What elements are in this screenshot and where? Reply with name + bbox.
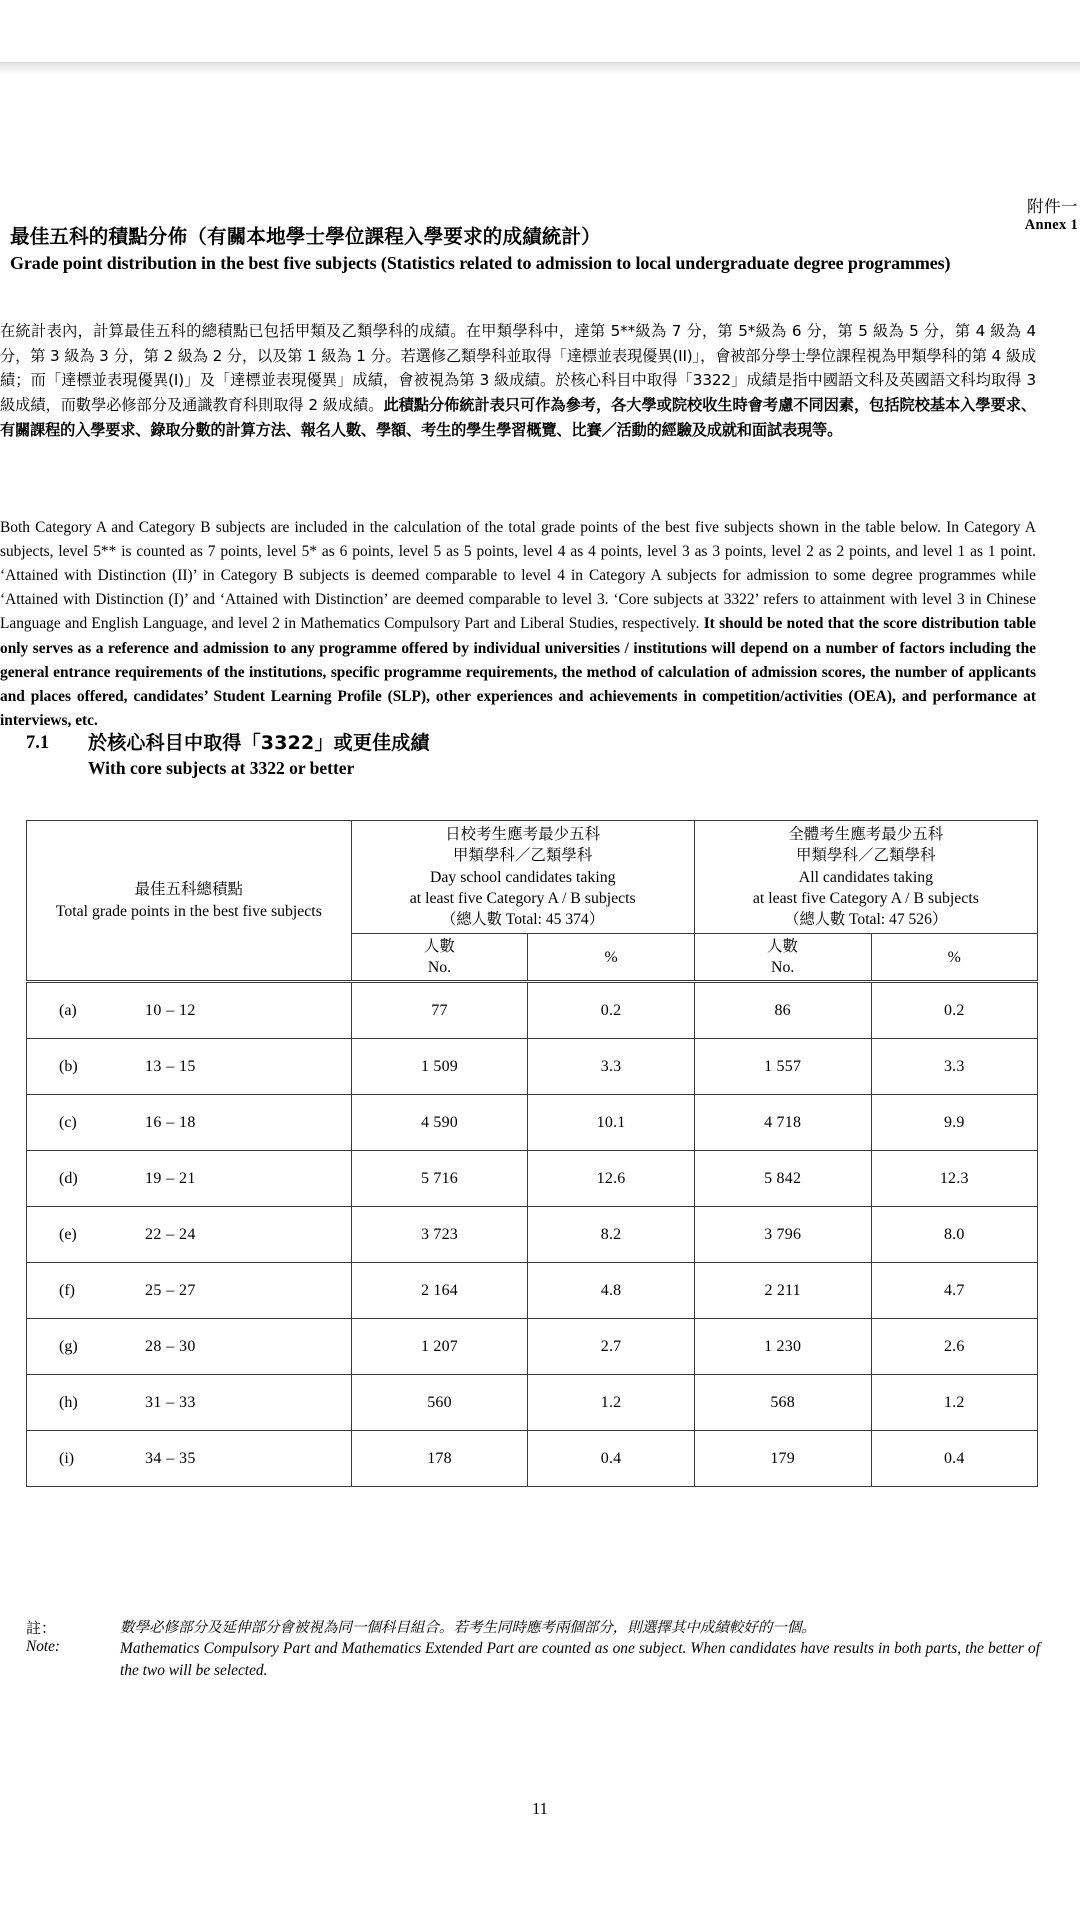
paragraph-chinese-bold: 此積點分佈統計表只可作為參考，各大學或院校收生時會考慮不同因素，包括院校基本入學要求、有關課程的入學要求、錄取分數的計算方法、報名人數、學額、考生的學生學習概覽、比賽／活動的經驗及成就和面試表現等。 <box>0 395 1036 439</box>
header-all-pct <box>871 934 1037 982</box>
section-title-en: Grade point distribution in the best five subjects (Statistics related to admission to local undergraduate degree programmes) <box>10 253 951 274</box>
header-total-grade-points-zh: 最佳五科總積點 <box>134 880 244 899</box>
note-line-en <box>26 1638 1040 1683</box>
viewer-top-strip <box>0 0 1080 62</box>
row-grade-range: 25 – 27 <box>145 1281 196 1299</box>
header-day-total-zh: （總人數 <box>441 909 502 928</box>
header-all-total-en: Total: 47 526） <box>848 910 948 928</box>
header-group-all-candidates <box>694 821 1037 934</box>
header-group-day-school-en2: at least five Category A / B subjects <box>409 889 636 907</box>
paragraph-english-bold: It should be noted that the score distribution table only serves as a reference and admission to any programme offered by individual universities / institutions will depend on a number of factors including the general entrance requirements of the institutions, specific programme requirements, the method of calculation of admission scores, the number of applicants and places offered, candidates’ Student Learning Profile (SLP), other experiences and achievements in competition/activities (OEA), and performance at interviews, etc. <box>0 615 1036 729</box>
row-label-cell <box>27 1431 352 1487</box>
row-label-cell <box>27 1319 352 1375</box>
row-index: (d) <box>59 1169 78 1187</box>
row-all-no: 568 <box>694 1375 871 1431</box>
table-row <box>27 1319 1038 1375</box>
annex-label-zh: 附件一 <box>1027 197 1078 216</box>
row-all-no: 179 <box>694 1431 871 1487</box>
header-group-day-school-zh1: 日校考生應考最少五科 <box>445 825 601 844</box>
header-day-pct <box>528 934 694 982</box>
row-day-no: 560 <box>351 1375 528 1431</box>
row-index: (b) <box>59 1057 78 1075</box>
row-all-pct: 2.6 <box>871 1319 1037 1375</box>
header-all-no <box>694 934 871 982</box>
table-row <box>27 1263 1038 1319</box>
paragraph-english-normal: Both Category A and Category B subjects are included in the calculation of the total grade points of the best five subjects shown in the table below. In Category A subjects, level 5** is counted as 7 points, level 5* as 6 points, level 5 as 5 points, level 4 as 4 points, level 3 as 3 points, level 2 as 2 points, and level 1 as 1 point. ‘Attained with Distinction (II)’ in Category B subjects is deemed comparable to level 4 in Category A subjects for admission to some degree programmes while ‘Attained with Distinction (I)’ and ‘Attained with Distinction’ are deemed comparable to level 3. ‘Core subjects at 3322’ refers to attainment with level 3 in Chinese Language and English Language, and level 2 in Mathematics Compulsory Part and Liberal Studies, respectively. <box>0 519 1036 633</box>
note-line-zh <box>26 1617 1040 1638</box>
header-all-total <box>695 909 1037 930</box>
row-grade-range: 28 – 30 <box>145 1337 196 1355</box>
row-day-no: 178 <box>351 1431 528 1487</box>
row-all-pct: 9.9 <box>871 1095 1037 1151</box>
table-row <box>27 1039 1038 1095</box>
row-index: (e) <box>59 1225 77 1243</box>
row-day-pct: 10.1 <box>528 1095 694 1151</box>
header-day-no-en: No. <box>427 959 452 977</box>
row-label-cell <box>27 1151 352 1207</box>
row-all-pct: 12.3 <box>871 1151 1037 1207</box>
paragraph-chinese <box>0 319 1036 442</box>
paragraph-chinese-normal: 在統計表內，計算最佳五科的總積點已包括甲類及乙類學科的成績。在甲類學科中，達第 5**級為 7 分，第 5*級為 6 分，第 5 級為 5 分，第 4 級為 4 分，第 3 級為 3 分，第 2 級為 2 分，以及第 1 級為 1 分。若選修乙類學科並取得「達標並表現優異(II)」，會被部分學士學位課程視為甲類學科的第 4 級成績；而「達標並表現優異(I)」及「達標並表現優異」成績，會被視為第 3 級成績。於核心科目中取得「3322」成績是指中國語文科及英國語文科均取得 3 級成績，而數學必修部分及通識教育科則取得 2 級成績。 <box>0 322 1036 414</box>
table-row <box>27 1431 1038 1487</box>
row-day-no: 1 207 <box>351 1319 528 1375</box>
header-all-pct-label: % <box>947 948 961 966</box>
subsection-title-en: With core subjects at 3322 or better <box>88 757 355 778</box>
row-index: (f) <box>59 1281 75 1299</box>
row-all-pct: 1.2 <box>871 1375 1037 1431</box>
header-day-no <box>351 934 528 982</box>
table-row <box>27 1207 1038 1263</box>
header-group-all-candidates-en1: All candidates taking <box>798 868 934 886</box>
paragraph-english <box>0 516 1036 733</box>
row-day-pct: 8.2 <box>528 1207 694 1263</box>
row-grade-range: 19 – 21 <box>145 1169 196 1187</box>
section-heading <box>0 224 1062 276</box>
row-label-cell <box>27 1039 352 1095</box>
row-all-no: 86 <box>694 982 871 1039</box>
row-grade-range: 13 – 15 <box>145 1057 196 1075</box>
table-row <box>27 1095 1038 1151</box>
table-row <box>27 982 1038 1039</box>
row-all-no: 5 842 <box>694 1151 871 1207</box>
row-all-no: 1 230 <box>694 1319 871 1375</box>
row-day-no: 3 723 <box>351 1207 528 1263</box>
header-total-grade-points-en: Total grade points in the best five subjects <box>55 902 322 920</box>
grade-point-distribution-table <box>26 820 1038 1487</box>
row-day-pct: 12.6 <box>528 1151 694 1207</box>
document-page <box>0 74 1080 1920</box>
subsection-heading <box>26 732 1036 779</box>
row-label-cell <box>27 982 352 1039</box>
row-grade-range: 22 – 24 <box>145 1225 196 1243</box>
section-title-zh: 最佳五科的積點分佈（有關本地學士學位課程入學要求的成績統計） <box>10 225 602 248</box>
row-all-pct: 3.3 <box>871 1039 1037 1095</box>
row-all-no: 3 796 <box>694 1207 871 1263</box>
row-day-pct: 2.7 <box>528 1319 694 1375</box>
header-group-day-school-total <box>352 909 694 930</box>
note-label-zh: 註： <box>26 1619 57 1637</box>
row-grade-range: 10 – 12 <box>145 1001 196 1019</box>
table-body <box>27 982 1038 1487</box>
row-label-cell <box>27 1095 352 1151</box>
row-label-cell <box>27 1263 352 1319</box>
header-group-day-school-en1: Day school candidates taking <box>429 868 616 886</box>
header-day-pct-label: % <box>604 948 618 966</box>
header-group-all-candidates-zh1: 全體考生應考最少五科 <box>788 825 944 844</box>
table-row <box>27 1375 1038 1431</box>
header-day-no-zh: 人數 <box>424 936 455 955</box>
row-all-pct: 0.4 <box>871 1431 1037 1487</box>
row-index: (h) <box>59 1393 78 1411</box>
row-day-pct: 0.4 <box>528 1431 694 1487</box>
row-label-cell <box>27 1207 352 1263</box>
note-text-zh: 數學必修部分及延伸部分會被視為同一個科目組合。若考生同時應考兩個部分，則選擇其中成績較好的一個。 <box>120 1619 816 1636</box>
row-day-pct: 1.2 <box>528 1375 694 1431</box>
header-group-day-school-zh2: 甲類學科／乙類學科 <box>452 846 593 865</box>
header-group-day-school <box>351 821 694 934</box>
header-all-no-en: No. <box>771 959 795 977</box>
header-day-total-en: Total: 45 374） <box>505 910 605 928</box>
row-index: (a) <box>59 1001 77 1019</box>
row-all-pct: 4.7 <box>871 1263 1037 1319</box>
header-all-total-zh: （總人數 <box>784 909 846 928</box>
row-index: (c) <box>59 1113 77 1131</box>
row-all-pct: 0.2 <box>871 982 1037 1039</box>
row-day-no: 1 509 <box>351 1039 528 1095</box>
row-index: (g) <box>59 1337 78 1355</box>
subsection-number: 7.1 <box>26 733 50 753</box>
note-text-en: Mathematics Compulsory Part and Mathematics Extended Part are counted as one subject. When candidates have results in both parts, the better of the two will be selected. <box>120 1640 1040 1680</box>
subsection-title-zh: 於核心科目中取得「3322」或更佳成績 <box>88 732 430 754</box>
page-number: 11 <box>532 1799 548 1818</box>
row-day-pct: 4.8 <box>528 1263 694 1319</box>
row-day-pct: 0.2 <box>528 982 694 1039</box>
row-day-no: 4 590 <box>351 1095 528 1151</box>
header-group-all-candidates-en2: at least five Category A / B subjects <box>752 889 979 907</box>
row-day-pct: 3.3 <box>528 1039 694 1095</box>
row-all-no: 1 557 <box>694 1039 871 1095</box>
row-all-no: 2 211 <box>694 1263 871 1319</box>
note-label-en: Note: <box>26 1638 60 1656</box>
table-row <box>27 1151 1038 1207</box>
row-grade-range: 16 – 18 <box>145 1113 196 1131</box>
table-header-row-main <box>27 821 1038 934</box>
row-day-no: 5 716 <box>351 1151 528 1207</box>
table-note <box>26 1617 1040 1683</box>
row-index: (i) <box>59 1449 75 1467</box>
row-day-no: 2 164 <box>351 1263 528 1319</box>
row-day-no: 77 <box>351 982 528 1039</box>
header-all-no-zh: 人數 <box>767 936 799 955</box>
annex-label-en: Annex 1 <box>1024 217 1078 234</box>
row-all-no: 4 718 <box>694 1095 871 1151</box>
row-grade-range: 31 – 33 <box>145 1393 196 1411</box>
row-label-cell <box>27 1375 352 1431</box>
row-grade-range: 34 – 35 <box>145 1449 196 1467</box>
header-group-all-candidates-zh2: 甲類學科／乙類學科 <box>796 846 936 865</box>
header-total-grade-points <box>27 821 352 982</box>
row-all-pct: 8.0 <box>871 1207 1037 1263</box>
